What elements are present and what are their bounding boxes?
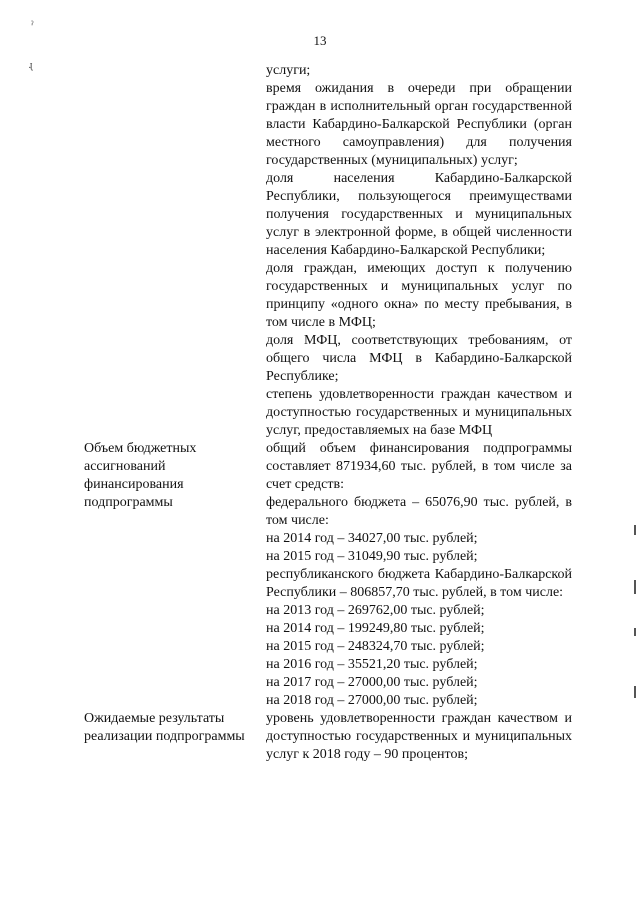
scan-edge-mark [634,686,636,698]
funding-total: общий объем финансирования подпрограммы составляет 871934,60 тыс. рублей, в том числе за счет средств: [266,441,572,492]
results-label-line: реализации подпрограммы [84,729,245,744]
indicator-item: услуги; [266,63,311,78]
funding-label [84,440,266,710]
funding-republic-year: на 2016 год – 35521,20 тыс. рублей; [266,657,478,672]
funding-federal: федерального бюджета – 65076,90 тыс. рублей, в том числе: [266,495,572,528]
funding-row [84,440,572,710]
funding-federal-year: на 2014 год – 34027,00 тыс. рублей; [266,531,478,546]
scan-mark: ˀ [31,20,34,31]
indicator-item: доля граждан, имеющих доступ к получению государственных и муниципальных услуг по принципу «одного окна» по месту пребывания, в том числе в МФЦ; [266,261,572,330]
results-text: уровень удовлетворенности граждан качеством и доступностью государственных и муниципальных услуг к 2018 году – 90 процентов; [266,711,572,762]
scan-edge-mark [634,628,636,636]
funding-republic-year: на 2013 год – 269762,00 тыс. рублей; [266,603,485,618]
funding-republic-year: на 2018 год – 27000,00 тыс. рублей; [266,693,478,708]
passport-table [84,62,572,764]
funding-value [266,440,572,710]
funding-label-line: финансирования [84,477,184,492]
funding-republic-year: на 2015 год – 248324,70 тыс. рублей; [266,639,485,654]
funding-republic-year: на 2014 год – 199249,80 тыс. рублей; [266,621,485,636]
scan-edge-mark [634,525,636,535]
indicator-item: доля МФЦ, соответствующих требованиям, от общего числа МФЦ в Кабардино-Балкарской Республике; [266,333,572,384]
funding-label-line: ассигнований [84,459,166,474]
indicators-label-cell [84,62,266,440]
indicator-item: время ожидания в очереди при обращении граждан в исполнительный орган государственной власти Кабардино-Балкарской Республики (орган местного самоуправления) для получения государственных (муниципальных) услуг; [266,81,572,168]
funding-federal-year: на 2015 год – 31049,90 тыс. рублей; [266,549,478,564]
indicator-item: доля населения Кабардино-Балкарской Республики, пользующегося преимуществами получения государственных и муниципальных услуг в электронной форме, в общей численности населения Кабардино-Балкарской Республики; [266,171,572,258]
page-number: 13 [313,33,327,48]
results-label-line: Ожидаемые результаты [84,711,225,726]
funding-republic-year: на 2017 год – 27000,00 тыс. рублей; [266,675,478,690]
results-value [266,710,572,764]
scan-mark: ɻ [29,60,33,71]
funding-republic: республиканского бюджета Кабардино-Балкарской Республики – 806857,70 тыс. рублей, в том числе: [266,567,572,600]
funding-label-line: Объем бюджетных [84,441,197,456]
indicator-item: степень удовлетворенности граждан качеством и доступностью государственных и муниципальных услуг, предоставляемых на базе МФЦ [266,387,572,438]
results-label [84,710,266,764]
funding-label-line: подпрограммы [84,495,173,510]
indicators-value-cell [266,62,572,440]
results-row [84,710,572,764]
scan-edge-mark [634,580,636,594]
indicators-row [84,62,572,440]
